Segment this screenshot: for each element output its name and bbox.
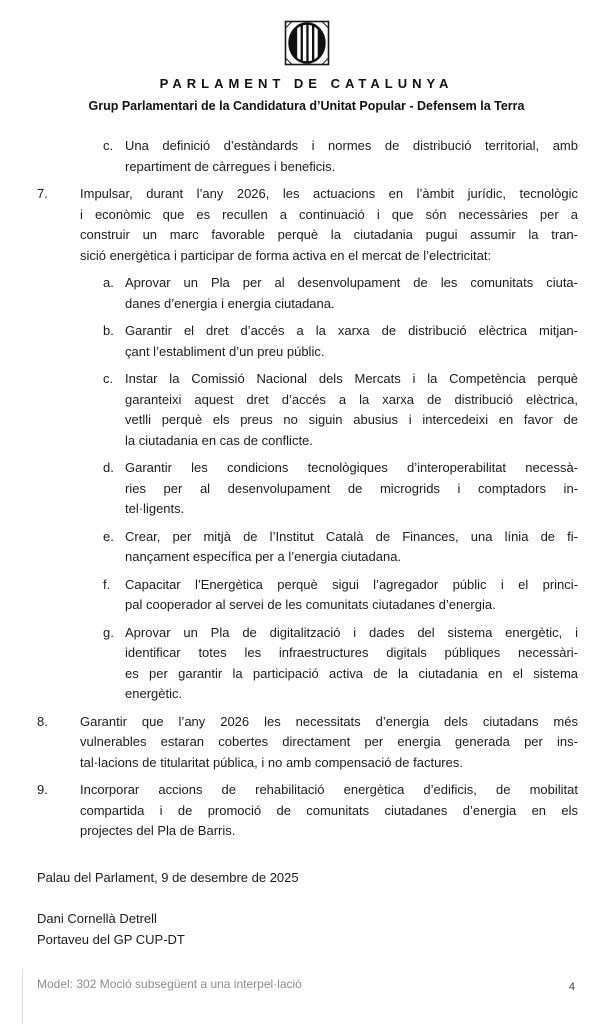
text-line: i econòmic que es recullen a continuació i que són necessàries per a — [80, 206, 578, 222]
text-line: energètic. — [125, 686, 183, 701]
text-line: çant l’establiment d’un preu públic. — [125, 343, 325, 359]
paragraph-text — [125, 527, 578, 568]
list-marker: a. — [103, 275, 114, 290]
text-line: garanteixi aquest dret d’accés a la xarxa de distribució elèctrica, — [125, 391, 578, 407]
header — [0, 18, 613, 73]
document-body — [37, 136, 578, 950]
text-line: danes d’energia i energia ciutadana. — [125, 295, 335, 311]
list-marker: d. — [103, 460, 114, 475]
signatory-name: Dani Cornellà Detrell — [37, 911, 157, 926]
text-line: pal cooperador al servei de les comunitats ciutadanes d’energia. — [125, 597, 496, 612]
text-line: Garantir el dret d’accés a la xarxa de distribució elèctrica mitjan- — [125, 323, 578, 338]
list-marker: g. — [103, 624, 114, 640]
text-line: es per garantir la participació activa de la ciutadania en el sistema — [125, 665, 578, 681]
list-marker: f. — [103, 576, 111, 592]
signatory-role: Portaveu del GP CUP-DT — [37, 931, 185, 947]
list-marker: c. — [103, 138, 114, 153]
text-line: Crear, per mitjà de l’Institut Català de Finances, una línia de fi- — [125, 528, 578, 544]
text-line: la ciutadania en cas de conflicte. — [125, 432, 313, 448]
paragraph-text — [80, 780, 578, 842]
footer-model-label: Model: 302 Moció subsegüent a una interpel·lació — [37, 977, 302, 991]
paragraph-10-9 — [37, 780, 578, 842]
text-line: Instar la Comissió Nacional dels Mercats i la Competència perquè — [125, 371, 578, 386]
text-line: ries per al desenvolupament de microgrids i comptadors in- — [125, 480, 578, 496]
list-marker: 9. — [37, 782, 48, 797]
signature-block — [37, 909, 578, 950]
paragraph-list — [37, 136, 578, 842]
paragraph-7-f — [37, 575, 578, 616]
text-line: tel·ligents. — [125, 501, 185, 516]
parlament-seal-icon — [282, 55, 332, 72]
list-marker: 7. — [37, 186, 48, 201]
text-line: construir un marc favorable perquè la ciutadania pugui assumir la tran- — [80, 227, 578, 242]
paragraph-text — [125, 321, 578, 362]
text-line: Impulsar, durant l’any 2026, les actuacions en l’àmbit jurídic, tecnològic — [80, 186, 578, 201]
paragraph-text — [125, 136, 578, 177]
paragraph-text — [80, 712, 578, 774]
text-line: Garantir que l’any 2026 les necessitats d’energia dels ciutadans més — [80, 713, 578, 729]
paragraph-1-7 — [37, 184, 578, 266]
text-line: sició energètica i participar de forma activa en el mercat de l’electricitat: — [80, 247, 492, 263]
text-line: compartida i de promoció de comunitats ciutadanes d’energia en els — [80, 802, 578, 818]
text-line: Incorporar accions de rehabilitació energètica d’edificis, de mobilitat — [80, 782, 578, 797]
text-line: Una definició d’estàndards i normes de distribució territorial, amb — [125, 138, 578, 153]
paragraph-text — [125, 369, 578, 451]
text-line: Garantir les condicions tecnològiques d’interoperabilitat necessà- — [125, 460, 578, 475]
paragraph-4-c — [37, 369, 578, 451]
paragraph-3-b — [37, 321, 578, 362]
paragraph-8-g — [37, 623, 578, 705]
list-marker: e. — [103, 528, 114, 544]
text-line: Capacitar l’Energètica perquè sigui l’agregador públic i el princi- — [125, 576, 578, 592]
page-number: 4 — [568, 981, 575, 993]
paragraph-text — [125, 575, 578, 616]
list-marker: b. — [103, 323, 114, 338]
footer-left-rule — [22, 969, 23, 1024]
paragraph-0-c — [37, 136, 578, 177]
text-line: Aprovar un Pla per al desenvolupament de les comunitats ciuta- — [125, 275, 578, 290]
paragraph-text — [125, 623, 578, 705]
paragraph-text — [80, 184, 578, 266]
parliamentary-group-title: Grup Parlamentari de la Candidatura d’Unitat Popular - Defensem la Terra — [88, 99, 525, 113]
institution-title: PARLAMENT DE CATALUNYA — [159, 76, 454, 91]
text-line: nançament específica per a l’energia ciutadana. — [125, 549, 402, 564]
text-line: vulnerables estaran cobertes directament per energia generada per ins- — [80, 734, 578, 749]
text-line: projectes del Pla de Barris. — [80, 823, 236, 838]
paragraph-text — [125, 458, 578, 520]
list-marker: c. — [103, 371, 114, 386]
paragraph-2-a — [37, 273, 578, 314]
list-marker: 8. — [37, 713, 48, 729]
paragraph-text — [125, 273, 578, 314]
text-line: vetlli perquè els preus no siguin abusius i intercedeixi en favor de — [125, 412, 578, 427]
closing-line: Palau del Parlament, 9 de desembre de 2025 — [37, 869, 299, 885]
paragraph-6-e — [37, 527, 578, 568]
paragraph-9-8 — [37, 712, 578, 774]
paragraph-5-d — [37, 458, 578, 520]
text-line: identificar totes les infraestructures digitals públiques necessàri- — [125, 645, 578, 660]
text-line: tal·lacions de titularitat pública, i no amb compensació de factures. — [80, 754, 463, 770]
text-line: repartiment de càrregues i beneficis. — [125, 158, 336, 174]
text-line: Aprovar un Pla de digitalització i dades del sistema energètic, i — [125, 624, 578, 640]
